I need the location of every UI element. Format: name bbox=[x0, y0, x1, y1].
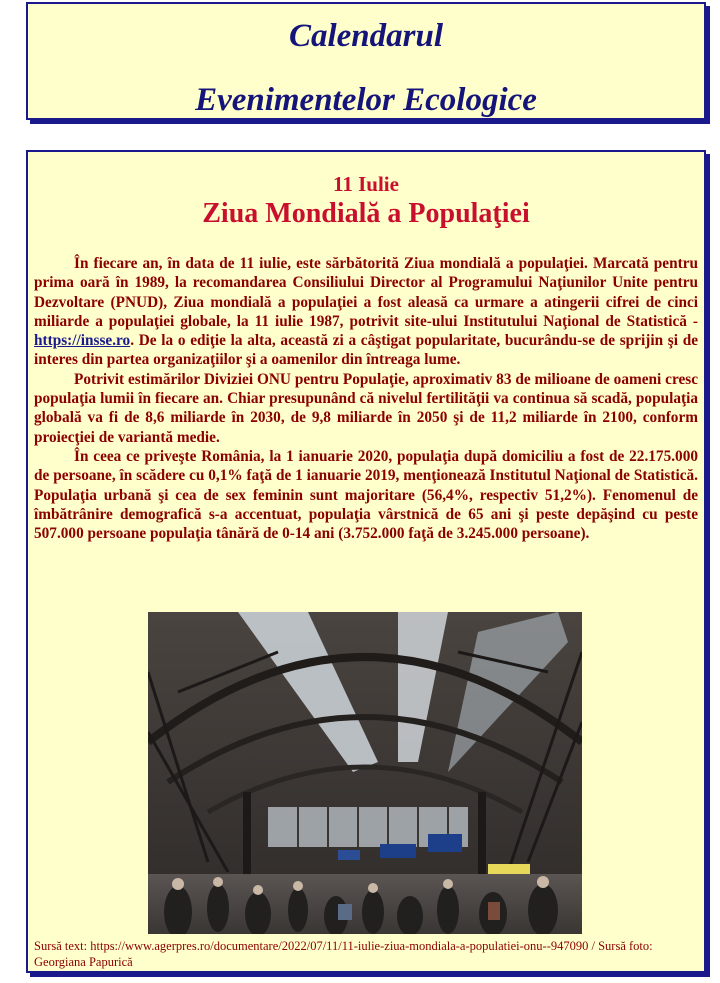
paragraph-2: Potrivit estimărilor Diviziei ONU pentru Populaţie, aproximativ 83 de milioane de oameni cresc populaţia lumii în fiecare an. Chiar presupunând că nivelul fertilităţii va continua să scadă, populaţia globală va fi de 8,6 miliarde în 2030, de 9,8 miliarde în 2050 şi de 11,2 miliarde în 2100, conform proiecţiei de variantă medie. bbox=[34, 370, 698, 446]
train-station-photo bbox=[148, 612, 582, 934]
insse-link[interactable]: https://insse.ro bbox=[34, 332, 131, 350]
paragraph-1 bbox=[34, 254, 698, 370]
paragraph-3: În ceea ce priveşte România, la 1 ianuarie 2020, populaţia după domiciliu a fost de 22.175.000 de persoane, în scădere cu 0,1% faţă de 1 ianuarie 2019, menţionează Institutul Naţional de Statistică. Populaţia urbană şi cea de sex feminin sunt majoritare (56,4%, respectiv 51,2%). Fenomenul de îmbătrânire demografică s-a accentuat, populaţia vârstnică de 65 ani şi peste depăşind cu peste 507.000 persoane populaţia tânără de 0-14 ani (3.752.000 faţă de 3.245.000 persoane). bbox=[34, 447, 698, 543]
calendar-title-line2: Evenimentelor Ecologice bbox=[195, 82, 537, 118]
event-title: Ziua Mondială a Populaţiei bbox=[202, 198, 530, 229]
calendar-title-box bbox=[26, 2, 706, 120]
source-credits: Sursă text: https://www.agerpres.ro/documentare/2022/07/11/11-iulie-ziua-mondiala-a-populatiei-onu--947090 / Sursă foto: Georgiana Papurică bbox=[34, 939, 653, 969]
paragraph-1-text: În fiecare an, în data de 11 iulie, este sărbătorită Ziua mondială a populaţiei. Marcată pentru prima oară în 1989, la recomandarea Consiliului Director al Programului Naţiunilor Unite pentru Dezvoltare (PNUD), Ziua mondială a populaţiei a fost aleasă ca urmare a atingerii cifrei de cinci miliarde a populaţiei globale, la 11 iulie 1987, potrivit site-ului Institutului Naţional de Statistică - bbox=[34, 255, 698, 330]
event-date: 11 Iulie bbox=[333, 172, 399, 196]
article-panel bbox=[26, 150, 706, 973]
calendar-title-line1: Calendarul bbox=[288, 18, 444, 54]
article-body bbox=[34, 254, 698, 543]
paragraph-1-text-end: . De la o ediţie la alta, această zi a câştigat popularitate, bucurându-se de sprijin şi de interes din partea organizaţiilor şi a oamenilor din întreaga lume. bbox=[34, 332, 698, 369]
